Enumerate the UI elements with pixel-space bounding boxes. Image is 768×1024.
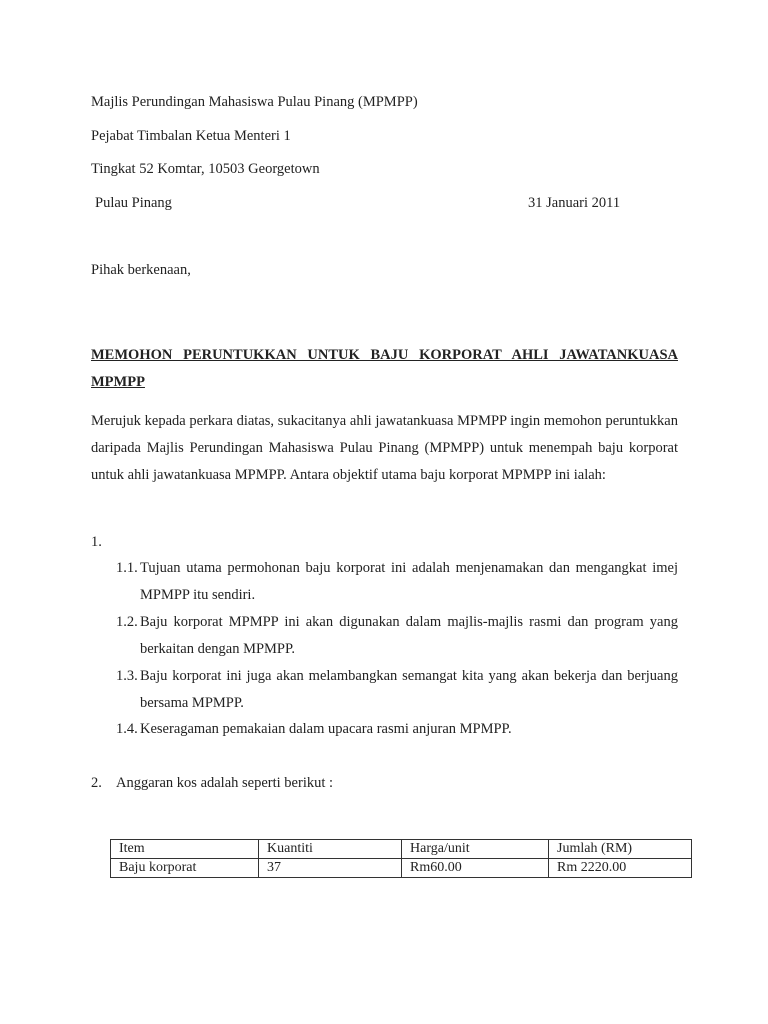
table-cell: Baju korporat (111, 859, 259, 878)
list-item-text: Keseragaman pemakaian dalam upacara rasmi anjuran MPMPP. (140, 721, 512, 737)
section-1-number: 1. (91, 534, 102, 550)
list-item-text: Tujuan utama permohonan baju korporat ini adalah menjenamakan dan mengangkat imej MPMPP itu sendiri. (140, 560, 678, 603)
salutation: Pihak berkenaan, (91, 262, 191, 278)
section-2-text: Anggaran kos adalah seperti berikut : (116, 775, 334, 791)
list-item (116, 609, 678, 663)
header-cell: Harga/unit (402, 840, 549, 859)
header-cell: Item (111, 840, 259, 859)
letter-subject: MEMOHON PERUNTUKKAN UNTUK BAJU KORPORAT AHLI JAWATANKUASA MPMPP (91, 347, 678, 390)
table-cell: Rm 2220.00 (549, 859, 692, 878)
table-row (111, 859, 692, 878)
list-item-text: Baju korporat MPMPP ini akan digunakan dalam majlis-majlis rasmi dan program yang berkaitan dengan MPMPP. (140, 614, 678, 657)
table-cell: 37 (259, 859, 402, 878)
letter-date: 31 Januari 2011 (528, 195, 621, 211)
address-line-2: Pejabat Timbalan Ketua Menteri 1 (91, 128, 291, 144)
header-cell: Kuantiti (259, 840, 402, 859)
list-item-text: Baju korporat ini juga akan melambangkan semangat kita yang akan bekerja dan berjuang bersama MPMPP. (140, 668, 678, 711)
header-cell: Jumlah (RM) (549, 840, 692, 859)
address-line-3: Tingkat 52 Komtar, 10503 Georgetown (91, 161, 320, 177)
cost-table (110, 839, 692, 878)
address-line-4: Pulau Pinang (95, 195, 172, 211)
list-item-number: 1.4. (116, 721, 138, 737)
list-item-number: 1.3. (116, 668, 138, 684)
list-item (116, 716, 678, 743)
list-item-number: 1.1. (116, 560, 138, 576)
address-line-1: Majlis Perundingan Mahasiswa Pulau Pinang (MPMPP) (91, 94, 418, 110)
table-cell: Rm60.00 (402, 859, 549, 878)
list-item (116, 555, 678, 609)
list-item (116, 663, 678, 717)
section-2-number: 2. (91, 775, 102, 791)
list-item-number: 1.2. (116, 614, 138, 630)
table-header-row (111, 840, 692, 859)
intro-paragraph: Merujuk kepada perkara diatas, sukacitanya ahli jawatankuasa MPMPP ingin memohon peruntukkan daripada Majlis Perundingan Mahasiswa Pulau Pinang (MPMPP) untuk menempah baju korporat untuk ahli jawatankuasa MPMPP. Antara objektif utama baju korporat MPMPP ini ialah: (91, 413, 678, 483)
